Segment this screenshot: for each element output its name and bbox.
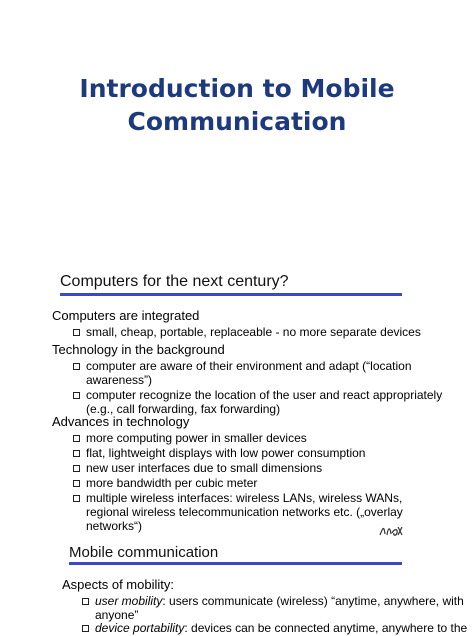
square-bullet-icon — [73, 495, 80, 502]
square-bullet-icon — [73, 465, 80, 472]
document-title — [0, 72, 474, 138]
slide1-heading-rule — [60, 293, 402, 296]
list-item — [95, 621, 467, 636]
square-bullet-icon — [73, 392, 80, 399]
square-bullet-icon — [73, 480, 80, 487]
square-bullet-icon — [73, 329, 80, 336]
list-item — [95, 594, 464, 609]
section-advances-technology: Advances in technology — [52, 414, 190, 429]
list-item: computer recognize the location of the user and react appropriately — [86, 388, 443, 402]
list-item-continuation: awareness”) — [86, 373, 153, 387]
square-bullet-icon — [82, 598, 89, 605]
section-computers-integrated: Computers are integrated — [52, 308, 200, 323]
section-technology-background: Technology in the background — [52, 342, 225, 357]
university-logo-icon — [378, 522, 404, 538]
square-bullet-icon — [73, 450, 80, 457]
list-item-continuation: (e.g., call forwarding, fax forwarding) — [86, 402, 281, 416]
slide2-heading-rule — [69, 562, 402, 565]
list-item-continuation: regional wireless telecommunication networks etc. („overlay — [86, 505, 403, 519]
section-aspects-mobility: Aspects of mobility: — [62, 577, 174, 592]
title-line-1: Introduction to Mobile — [79, 74, 395, 103]
item-text: : users communicate (wireless) “anytime, anywhere, with — [162, 594, 464, 608]
list-item-continuation: anyone” — [95, 608, 139, 622]
list-item: more computing power in smaller devices — [86, 431, 307, 445]
slide2-heading: Mobile communication — [69, 544, 219, 561]
list-item: multiple wireless interfaces: wireless LANs, wireless WANs, — [86, 491, 403, 505]
square-bullet-icon — [73, 363, 80, 370]
square-bullet-icon — [82, 625, 89, 632]
list-item: more bandwidth per cubic meter — [86, 476, 258, 490]
list-item: small, cheap, portable, replaceable - no more separate devices — [86, 325, 421, 339]
list-item: new user interfaces due to small dimensions — [86, 461, 323, 475]
square-bullet-icon — [73, 435, 80, 442]
term-device-portability: device portability — [95, 621, 185, 635]
item-text: : devices can be connected anytime, anywhere to the — [184, 621, 468, 635]
title-line-2: Communication — [127, 107, 347, 136]
list-item: computer are aware of their environment and adapt (“location — [86, 359, 412, 373]
term-user-mobility: user mobility — [95, 594, 163, 608]
list-item-continuation: networks“) — [86, 519, 143, 533]
list-item: flat, lightweight displays with low power consumption — [86, 446, 366, 460]
slide1-heading: Computers for the next century? — [60, 273, 289, 290]
